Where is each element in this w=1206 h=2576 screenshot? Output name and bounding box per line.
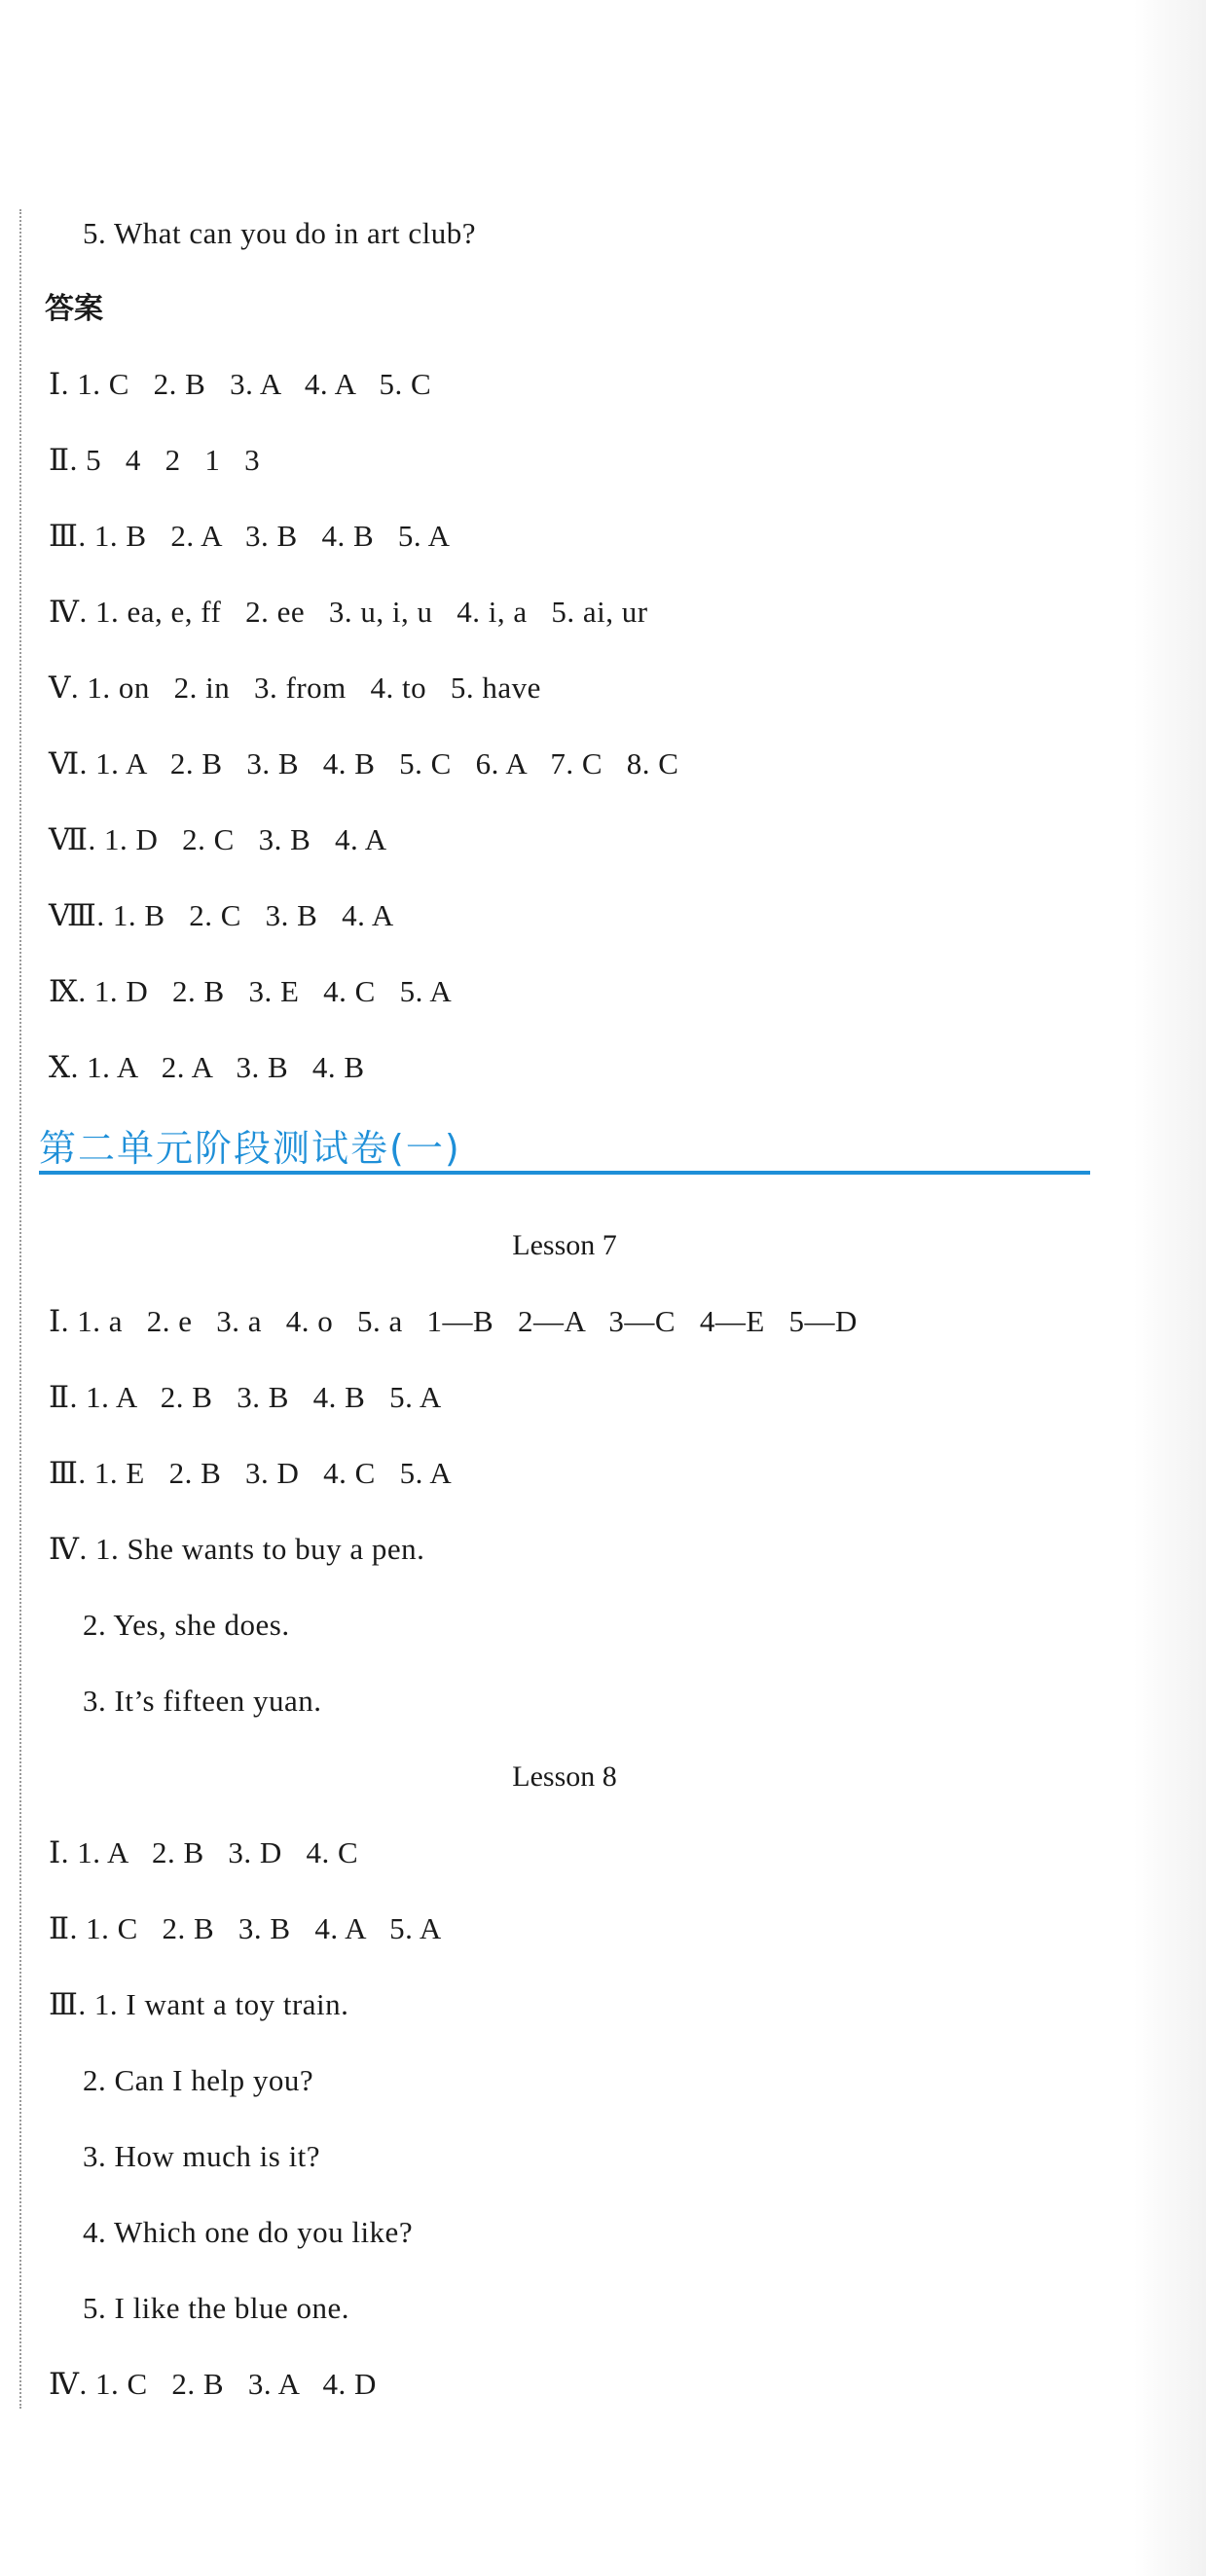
answer-line: Ⅲ. 1. E 2. B 3. D 4. C 5. A — [49, 1456, 453, 1490]
answer-line: Ⅱ. 5 4 2 1 3 — [49, 443, 261, 477]
answer-line: Ⅹ. 1. A 2. A 3. B 4. B — [49, 1050, 365, 1084]
lesson-7-title: Lesson 7 — [512, 1229, 617, 1261]
answer-line: Ⅳ. 1. ea, e, ff 2. ee 3. u, i, u 4. i, a 5. ai, ur — [49, 595, 648, 629]
section-title: 第二单元阶段测试卷(一) — [39, 1127, 461, 1170]
answer-line: Ⅳ. 1. C 2. B 3. A 4. D — [49, 2367, 377, 2401]
answer-line: 5. I like the blue one. — [83, 2291, 350, 2325]
answer-line: Ⅰ. 1. a 2. e 3. a 4. o 5. a 1—B 2—A 3—C 4—E 5—D — [49, 1304, 858, 1338]
answer-line: Ⅸ. 1. D 2. B 3. E 4. C 5. A — [49, 974, 453, 1008]
answer-line: 4. Which one do you like? — [83, 2215, 414, 2249]
answer-line: Ⅶ. 1. D 2. C 3. B 4. A — [49, 822, 387, 856]
answer-line: Ⅰ. 1. C 2. B 3. A 4. A 5. C — [49, 367, 432, 401]
answer-line: Ⅲ. 1. I want a toy train. — [49, 1987, 349, 2021]
question-line: 5. What can you do in art club? — [83, 216, 477, 250]
answer-line: 3. How much is it? — [83, 2139, 321, 2173]
answer-line: Ⅲ. 1. B 2. A 3. B 4. B 5. A — [49, 519, 451, 553]
answer-line: 3. It’s fifteen yuan. — [83, 1684, 322, 1718]
answer-line: 2. Can I help you? — [83, 2063, 314, 2097]
answer-line: Ⅱ. 1. A 2. B 3. B 4. B 5. A — [49, 1380, 442, 1414]
answer-line: Ⅵ. 1. A 2. B 3. B 4. B 5. C 6. A 7. C 8. C — [49, 746, 679, 780]
section-title-underline — [39, 1171, 1090, 1175]
answer-line: Ⅱ. 1. C 2. B 3. B 4. A 5. A — [49, 1911, 442, 1945]
answer-heading: 答案 — [45, 292, 103, 326]
answer-line: Ⅳ. 1. She wants to buy a pen. — [49, 1532, 425, 1566]
answer-line: 2. Yes, she does. — [83, 1608, 290, 1642]
lesson-8-title: Lesson 8 — [512, 1760, 617, 1793]
answer-line: Ⅷ. 1. B 2. C 3. B 4. A — [49, 898, 394, 932]
margin-dotted-rule — [19, 209, 21, 2409]
answer-line: Ⅴ. 1. on 2. in 3. from 4. to 5. have — [49, 671, 541, 705]
answer-line: Ⅰ. 1. A 2. B 3. D 4. C — [49, 1835, 359, 1869]
